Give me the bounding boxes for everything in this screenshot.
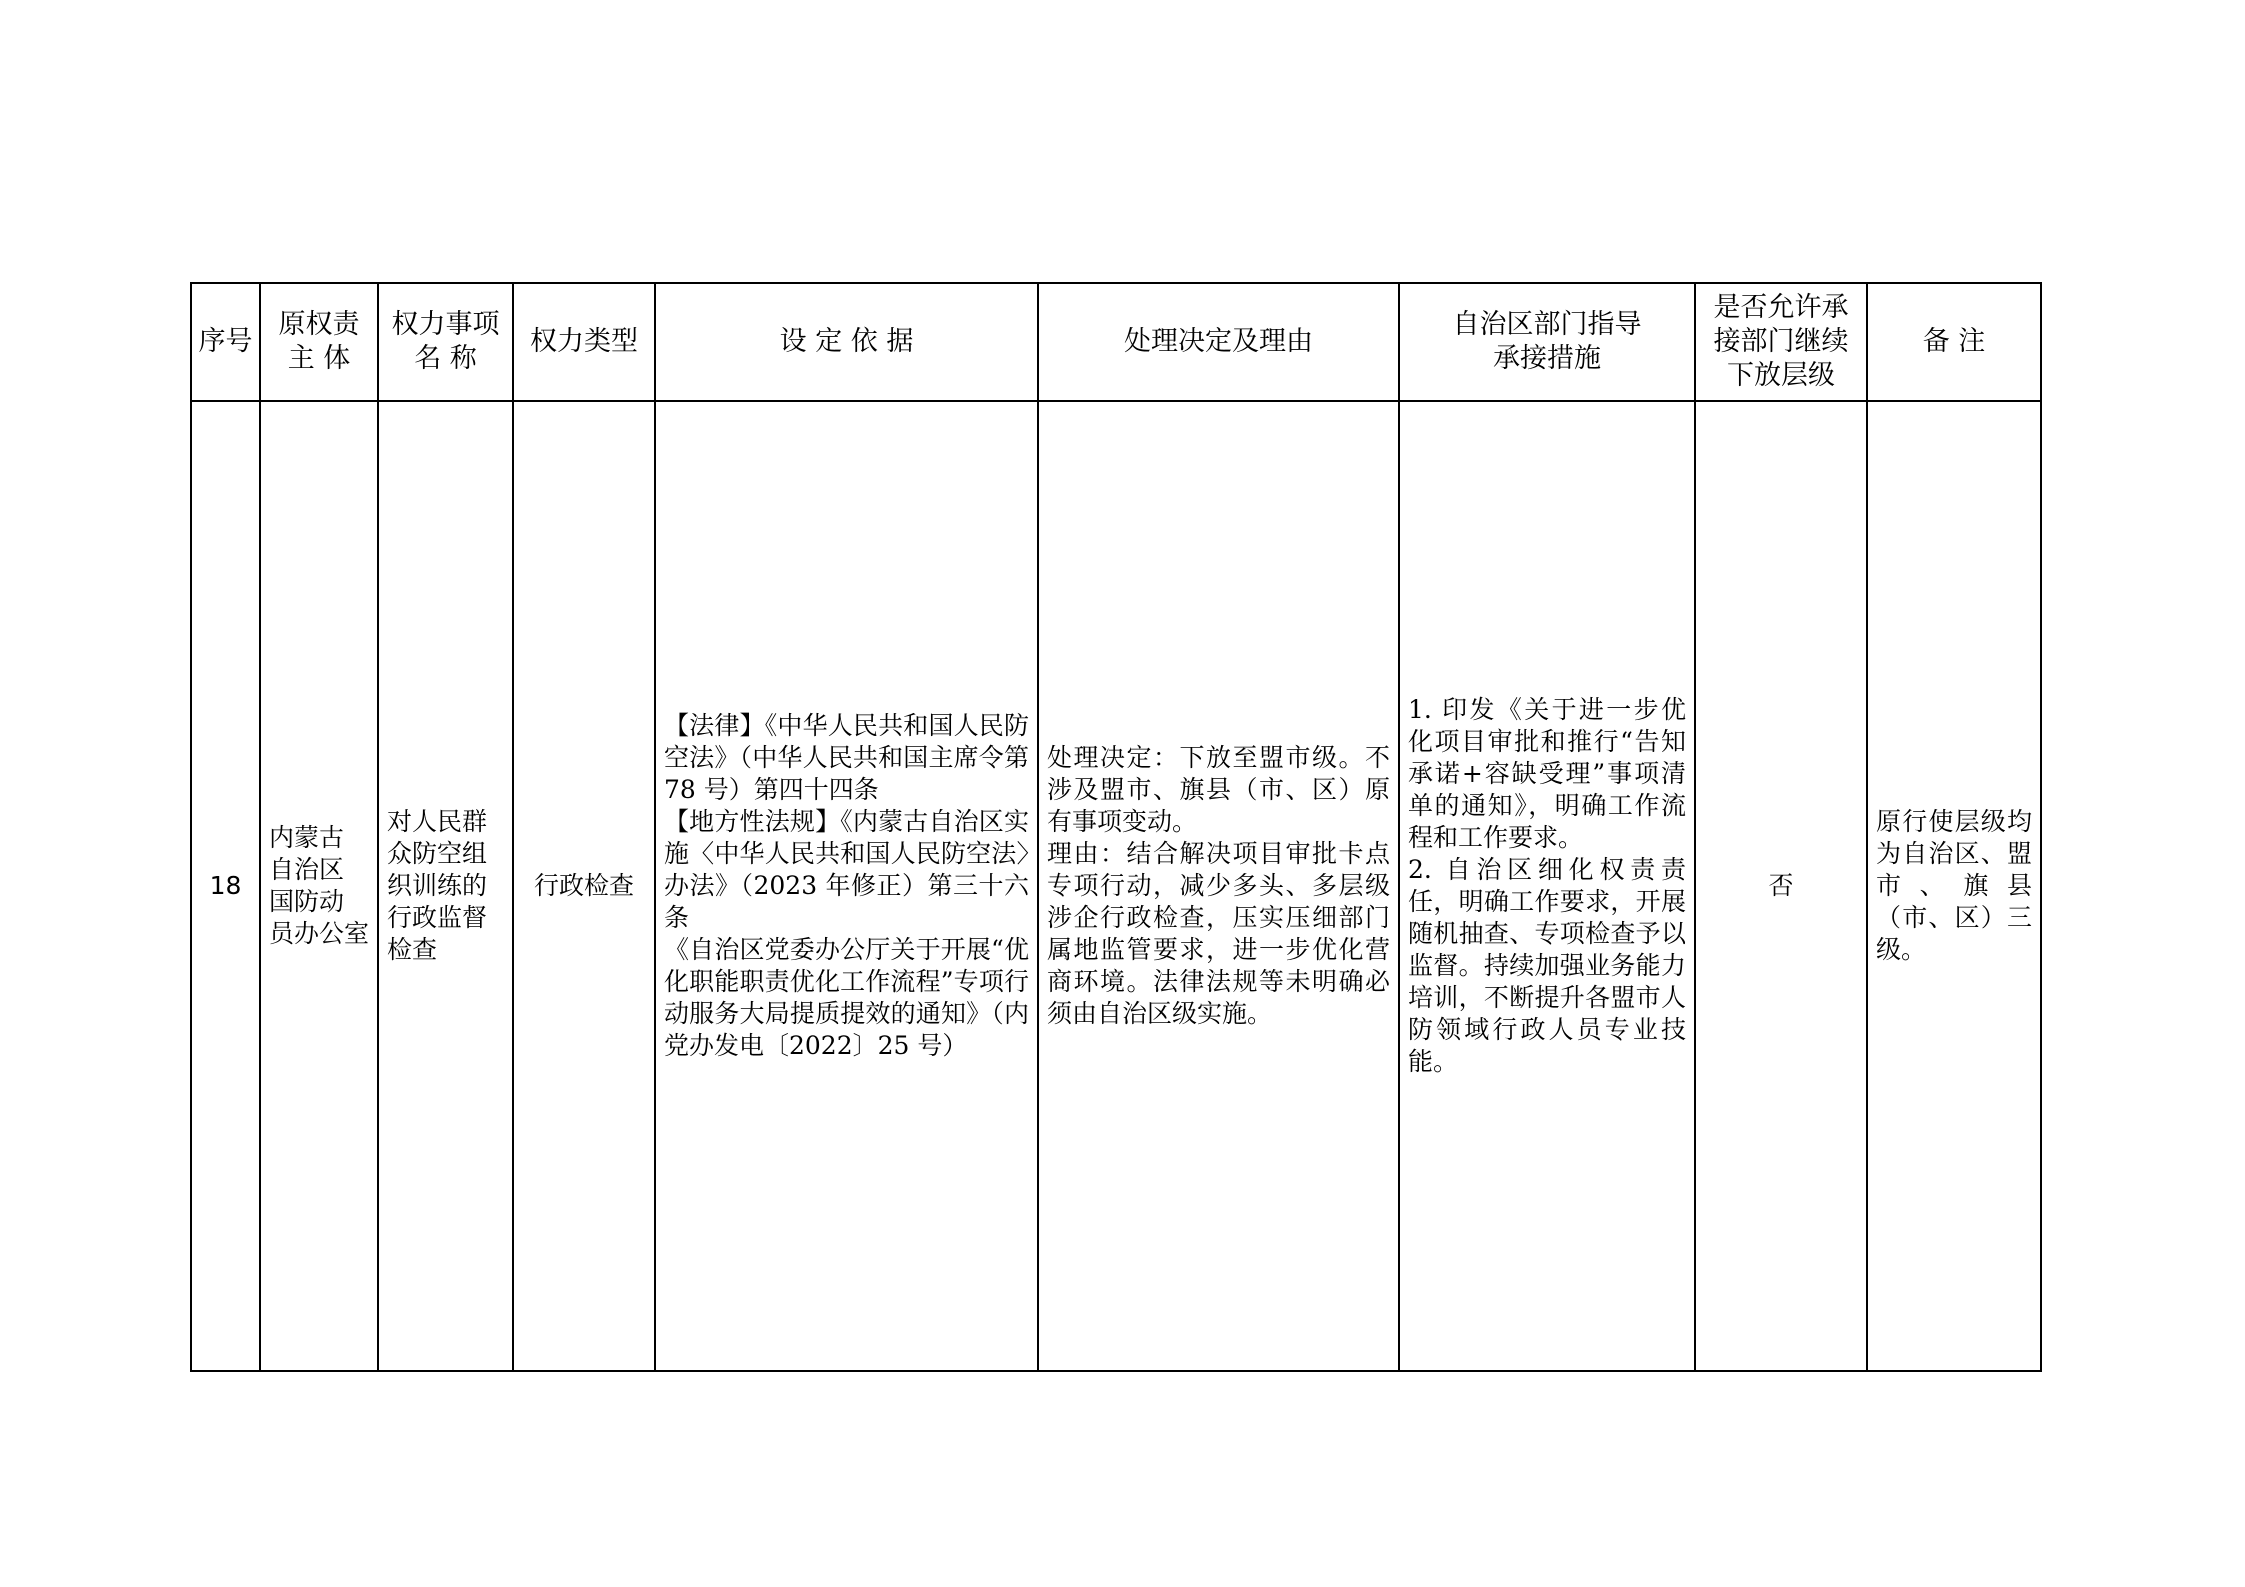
- table-header-row: [191, 283, 2041, 401]
- header-subject: 原权责 主 体: [260, 283, 378, 401]
- header-seq: 序号: [191, 283, 260, 401]
- header-remarks: 备 注: [1867, 283, 2041, 401]
- cell-power-type: 行政检查: [513, 401, 655, 1371]
- cell-decision-reason: 处理决定：下放至盟市级。不涉及盟市、旗县（市、区）原有事项变动。 理由：结合解决项目审批卡点专项行动，减少多头、多层级涉企行政检查，压实压细部门属地监管要求，进一步优化营商环境。法律法规等未明确必须由自治区级实施。: [1038, 401, 1399, 1371]
- header-guidance-measures: 自治区部门指导 承接措施: [1399, 283, 1695, 401]
- header-item-name: 权力事项 名 称: [378, 283, 513, 401]
- cell-remarks: 原行使层级均为自治区、盟市、旗县（市、区）三级。: [1867, 401, 2041, 1371]
- cell-subject: 内蒙古 自治区 国防动 员办公室: [260, 401, 378, 1371]
- header-decision-reason: 处理决定及理由: [1038, 283, 1399, 401]
- header-power-type: 权力类型: [513, 283, 655, 401]
- cell-seq: 18: [191, 401, 260, 1371]
- cell-guidance-measures: 1. 印发《关于进一步优化项目审批和推行“告知承诺+容缺受理”事项清单的通知》，明确工作流程和工作要求。 2. 自治区细化权责责任，明确工作要求，开展随机抽查、专项检查予以监督。持续加强业务能力培训，不断提升各盟市人防领域行政人员专业技能。: [1399, 401, 1695, 1371]
- power-items-table: [190, 282, 2042, 1372]
- header-legal-basis: 设 定 依 据: [655, 283, 1038, 401]
- cell-legal-basis: 【法律】《中华人民共和国人民防空法》（中华人民共和国主席令第 78 号）第四十四条 【地方性法规】《内蒙古自治区实施〈中华人民共和国人民防空法〉办法》（2023 年修正）第三十六条 《自治区党委办公厅关于开展“优化职能职责优化工作流程”专项行动服务大局提质提效的通知》（内党办发电〔2022〕25 号）: [655, 401, 1038, 1371]
- cell-allow-further-delegation: 否: [1695, 401, 1867, 1371]
- cell-item-name: 对人民群 众防空组 织训练的 行政监督 检查: [378, 401, 513, 1371]
- header-allow-further-delegation: 是否允许承 接部门继续 下放层级: [1695, 283, 1867, 401]
- table-row: [191, 401, 2041, 1371]
